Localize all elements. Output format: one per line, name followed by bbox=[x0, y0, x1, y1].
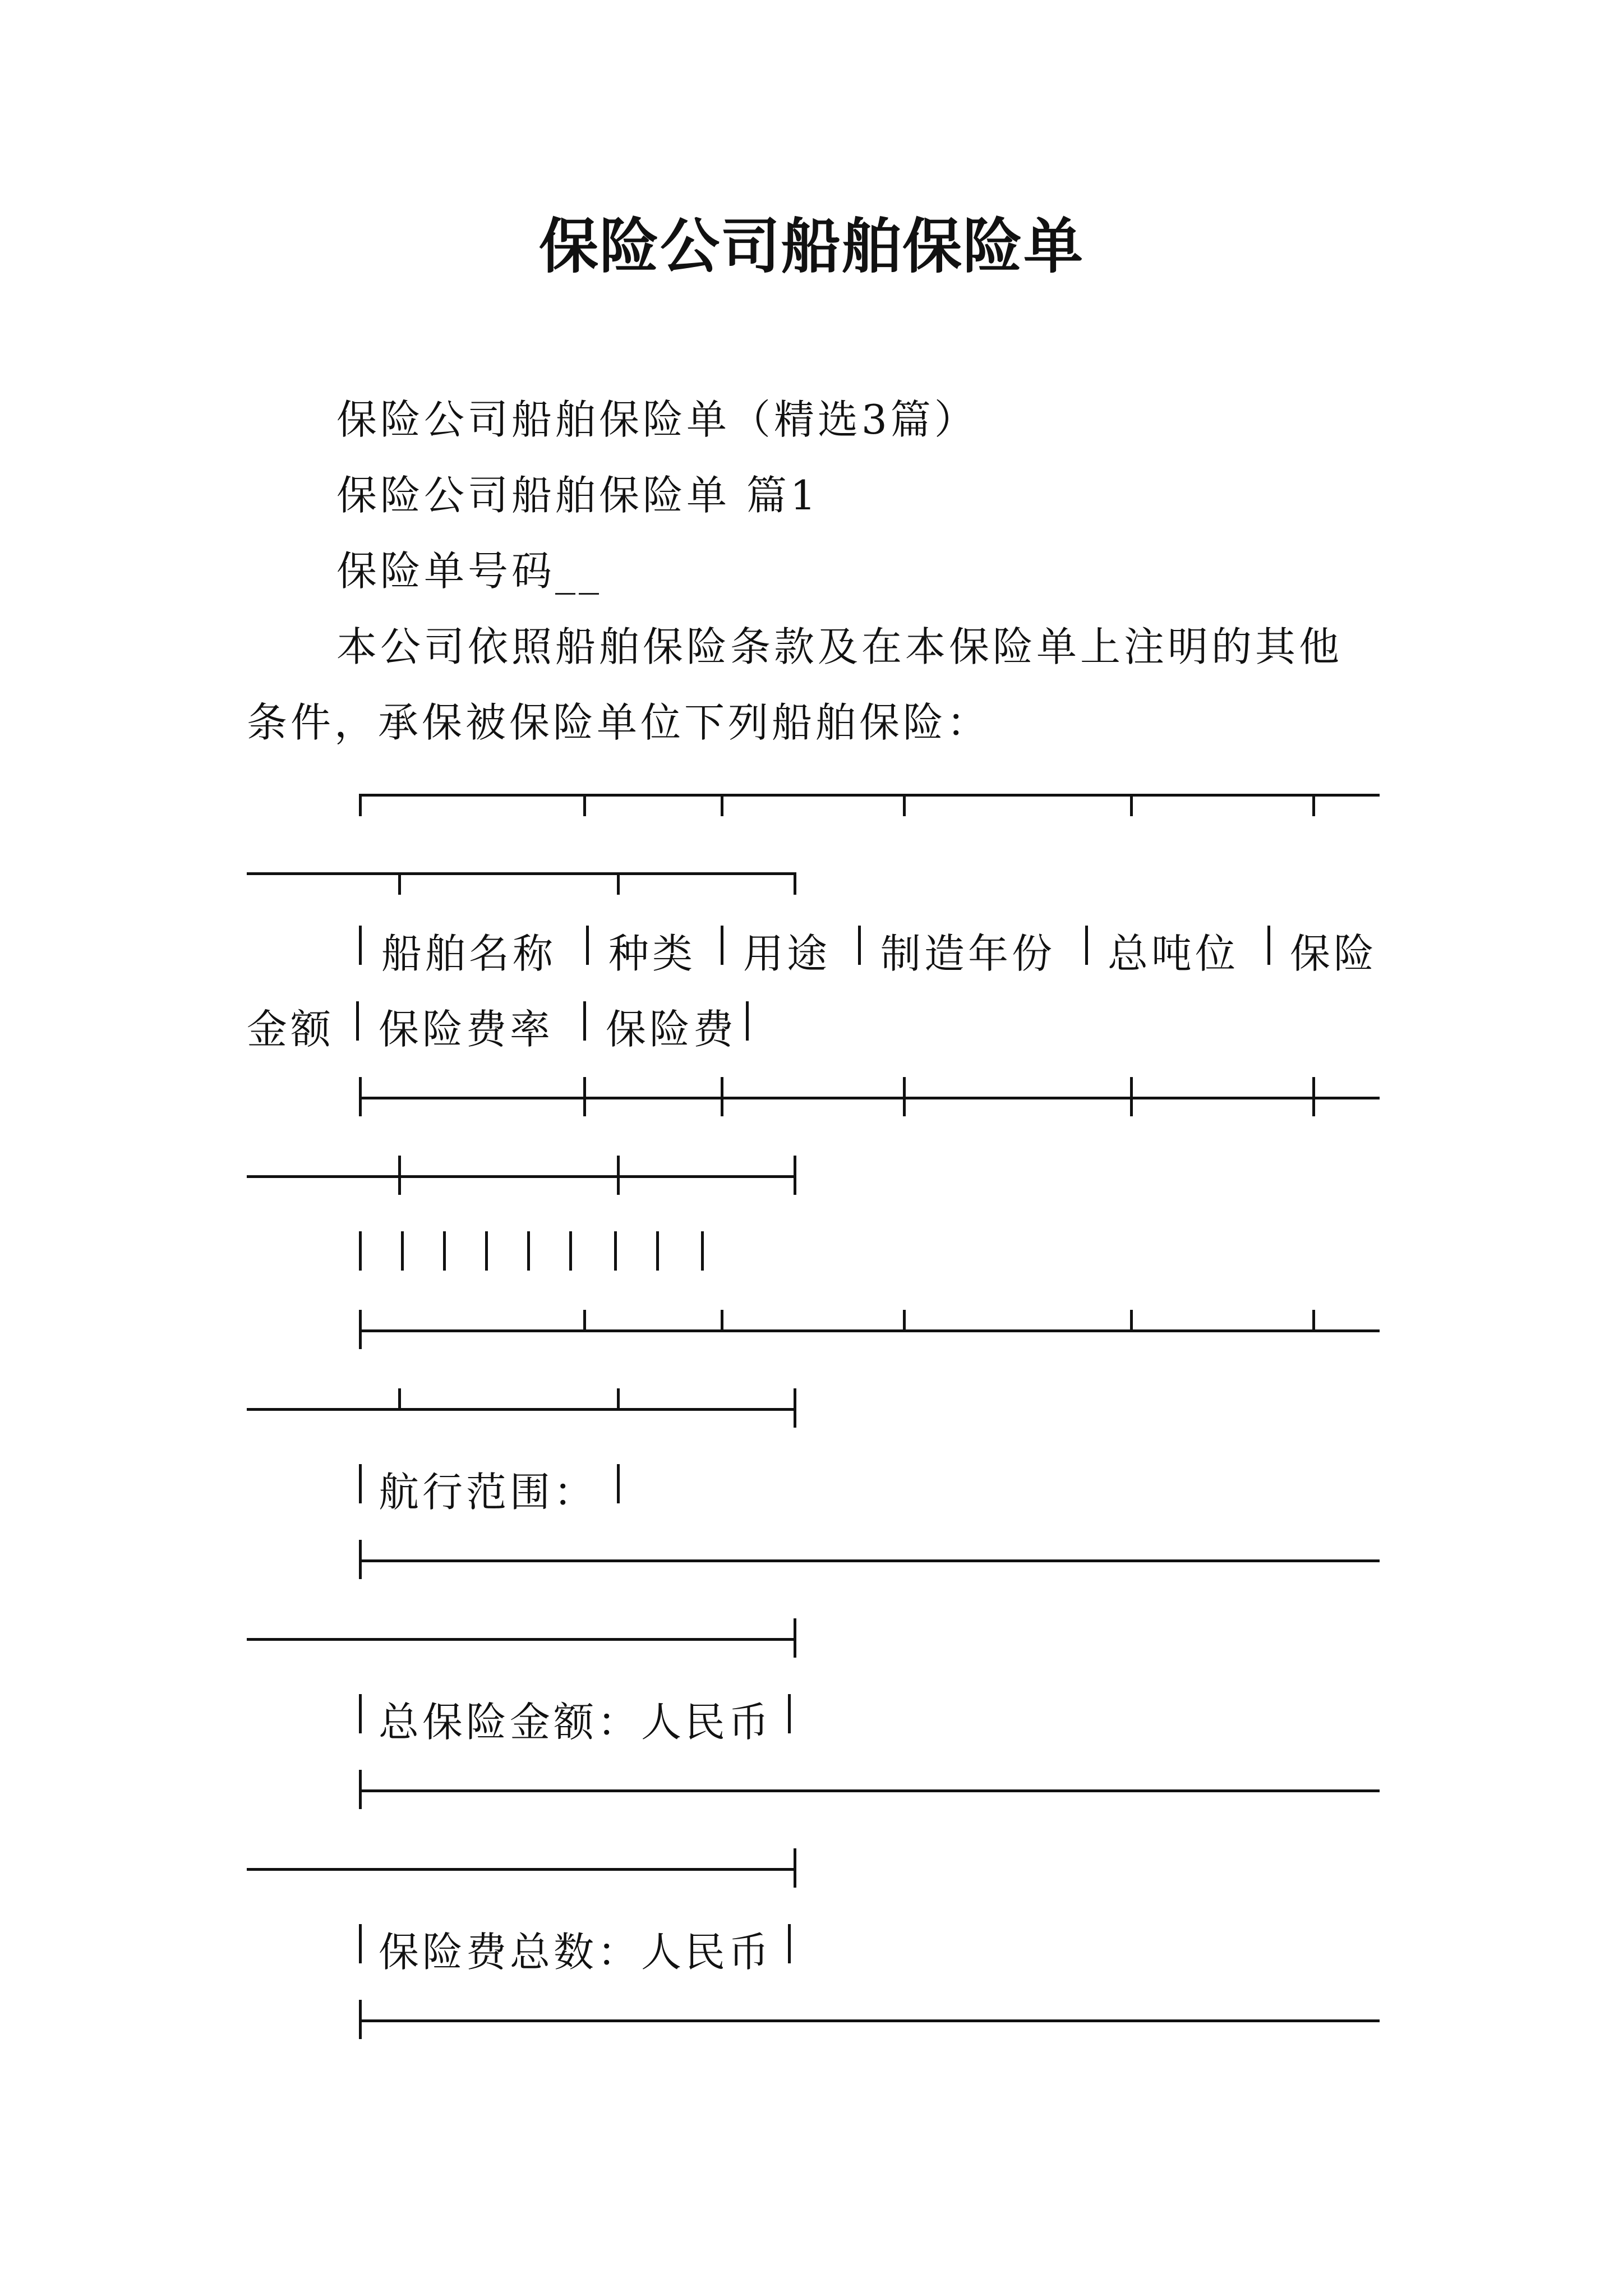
table-joint bbox=[398, 1156, 401, 1195]
table-joint bbox=[359, 1077, 362, 1116]
table-divider bbox=[903, 794, 906, 816]
table-joint bbox=[721, 1310, 723, 1332]
table-joint bbox=[903, 1077, 906, 1116]
intro-line-1: 本公司依照船舶保险条款及在本保险单上注明的其他 bbox=[336, 623, 1343, 670]
header-type: 种类 bbox=[608, 930, 697, 977]
cell-bar bbox=[359, 926, 362, 965]
header-usage: 用途 bbox=[743, 930, 831, 977]
cell-bar bbox=[359, 1694, 362, 1733]
empty-cell-bar bbox=[656, 1231, 659, 1271]
cell-bar bbox=[788, 1924, 791, 1963]
cell-bar bbox=[788, 1694, 791, 1733]
table-divider bbox=[583, 794, 586, 816]
empty-cell-bar bbox=[701, 1231, 704, 1271]
cell-bar bbox=[858, 926, 861, 965]
cell-bar bbox=[746, 1001, 749, 1041]
policy-number-label: 保险单号码__ bbox=[336, 547, 603, 595]
table-separator bbox=[359, 2019, 1380, 2022]
table-joint bbox=[359, 2000, 362, 2039]
cell-bar bbox=[1085, 926, 1088, 965]
table-joint bbox=[359, 1540, 362, 1579]
table-joint bbox=[903, 1310, 906, 1332]
table-divider bbox=[1130, 794, 1133, 816]
header-insured-amount-part2: 金额 bbox=[247, 1006, 335, 1053]
cell-bar bbox=[583, 1001, 586, 1041]
table-joint bbox=[583, 1077, 586, 1116]
table-separator-cont bbox=[247, 1408, 796, 1411]
total-premium-label: 保险费总数：人民币 bbox=[379, 1929, 773, 1976]
table-top-border bbox=[359, 794, 1380, 797]
table-corner bbox=[794, 872, 796, 895]
table-joint bbox=[1130, 1077, 1133, 1116]
table-joint bbox=[583, 1310, 586, 1332]
table-top-border-cont bbox=[247, 872, 796, 875]
cell-bar bbox=[1267, 926, 1270, 965]
table-divider bbox=[398, 872, 401, 895]
empty-cell-bar bbox=[527, 1231, 530, 1271]
table-joint bbox=[359, 1770, 362, 1809]
header-build-year: 制造年份 bbox=[880, 930, 1056, 977]
navigation-scope-label: 航行范围： bbox=[379, 1469, 598, 1516]
table-joint bbox=[794, 1618, 796, 1658]
subtitle: 保险公司船舶保险单（精选3篇） bbox=[336, 396, 978, 443]
table-separator-cont bbox=[247, 1868, 796, 1871]
table-joint bbox=[1312, 1077, 1315, 1116]
table-joint bbox=[1130, 1310, 1133, 1332]
cell-bar bbox=[356, 1001, 359, 1041]
cell-bar bbox=[617, 1464, 620, 1503]
empty-cell-bar bbox=[485, 1231, 488, 1271]
table-joint bbox=[617, 1388, 620, 1411]
table-divider bbox=[617, 872, 620, 895]
document-title: 保险公司船舶保险单 bbox=[539, 211, 1084, 281]
table-separator-cont bbox=[247, 1638, 796, 1641]
table-joint bbox=[359, 1310, 362, 1349]
table-separator bbox=[359, 1329, 1380, 1332]
empty-cell-bar bbox=[614, 1231, 617, 1271]
table-separator bbox=[359, 1789, 1380, 1792]
header-ship-name: 船舶名称 bbox=[381, 930, 557, 977]
part-heading: 保险公司船舶保险单 篇1 bbox=[336, 472, 819, 519]
empty-cell-bar bbox=[443, 1231, 446, 1271]
header-gross-tonnage: 总吨位 bbox=[1108, 930, 1239, 977]
total-insured-amount-label: 总保险金额：人民币 bbox=[379, 1699, 773, 1746]
table-joint bbox=[794, 1156, 796, 1195]
table-separator-cont bbox=[247, 1175, 796, 1178]
table-joint bbox=[398, 1388, 401, 1411]
table-joint bbox=[794, 1848, 796, 1888]
empty-cell-bar bbox=[401, 1231, 404, 1271]
empty-cell-bar bbox=[359, 1231, 362, 1271]
empty-cell-bar bbox=[569, 1231, 572, 1271]
table-separator bbox=[359, 1559, 1380, 1562]
table-joint bbox=[721, 1077, 723, 1116]
table-divider bbox=[721, 794, 723, 816]
header-premium-rate: 保险费率 bbox=[379, 1006, 554, 1053]
intro-line-2: 条件，承保被保险单位下列船舶保险： bbox=[247, 699, 991, 746]
table-divider bbox=[1312, 794, 1315, 816]
table-joint bbox=[1312, 1310, 1315, 1332]
table-separator bbox=[359, 1097, 1380, 1099]
table-joint bbox=[617, 1156, 620, 1195]
cell-bar bbox=[721, 926, 723, 965]
cell-bar bbox=[359, 1924, 362, 1963]
table-joint bbox=[794, 1388, 796, 1428]
header-premium: 保险费 bbox=[606, 1006, 737, 1053]
table-corner bbox=[359, 794, 362, 816]
header-insured-amount-part1: 保险 bbox=[1290, 930, 1378, 977]
cell-bar bbox=[586, 926, 589, 965]
cell-bar bbox=[359, 1464, 362, 1503]
